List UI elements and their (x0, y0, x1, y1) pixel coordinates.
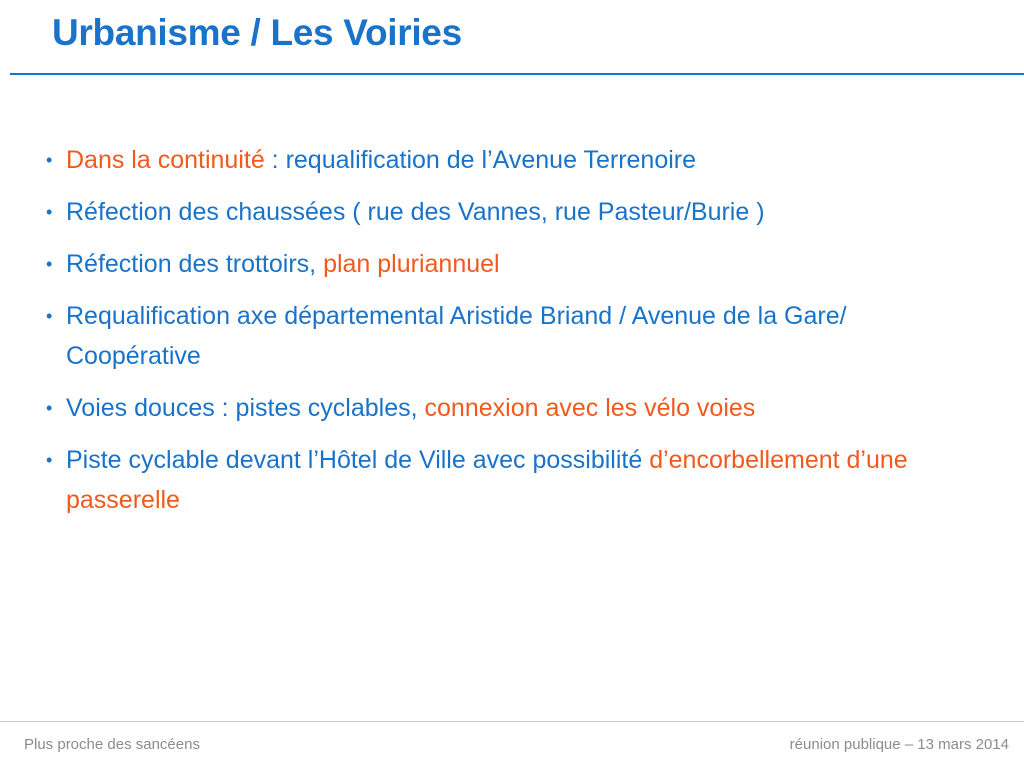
bullet-item (44, 440, 984, 520)
bullet-highlight: connexion avec les vélo voies (424, 394, 756, 422)
footer-divider (0, 721, 1024, 722)
bullet-dot-icon: • (46, 450, 53, 470)
bullet-list (44, 140, 984, 532)
bullet-dot-icon: • (46, 254, 53, 274)
bullet-highlight: d’encorbellement d’une passerelle (66, 446, 908, 514)
bullet-text: : requalification de l’Avenue Terrenoire (264, 146, 697, 174)
bullet-text: Requalification axe départemental Aristide Briand / Avenue de la Gare/ Coopérative (66, 302, 847, 370)
bullet-item (44, 296, 984, 376)
bullet-text: Réfection des trottoirs, (66, 250, 324, 278)
footer-tagline: Plus proche des sancéens (24, 736, 200, 753)
bullet-dot-icon: • (46, 150, 53, 170)
bullet-text: Réfection des chaussées ( rue des Vannes, rue Pasteur/Burie ) (66, 198, 765, 226)
bullet-dot-icon: • (46, 398, 53, 418)
bullet-highlight: plan pluriannuel (323, 250, 500, 278)
slide-title: Urbanisme / Les Voiries (52, 12, 462, 53)
bullet-item (44, 388, 984, 428)
footer-event-date: réunion publique – 13 mars 2014 (789, 736, 1009, 753)
bullet-dot-icon: • (46, 202, 53, 222)
bullet-text: Piste cyclable devant l’Hôtel de Ville avec possibilité (66, 446, 650, 474)
bullet-item (44, 192, 984, 232)
bullet-highlight: Dans la continuité (66, 146, 265, 174)
bullet-item (44, 140, 984, 180)
bullet-dot-icon: • (46, 306, 53, 326)
bullet-item (44, 244, 984, 284)
bullet-text: Voies douces : pistes cyclables, (66, 394, 425, 422)
title-divider (10, 73, 1024, 75)
